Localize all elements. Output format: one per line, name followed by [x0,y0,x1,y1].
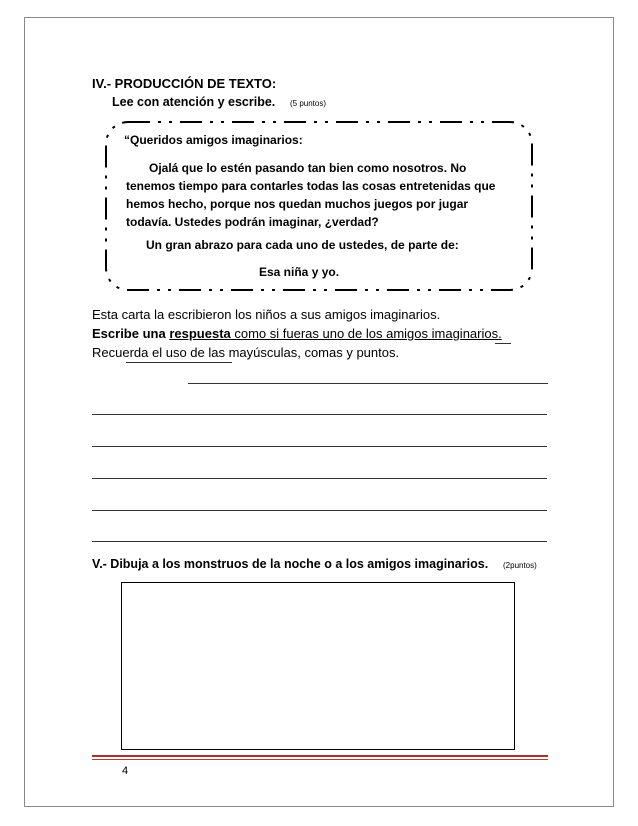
instruction-period: . [271,95,276,109]
section-5-points: (2puntos) [503,561,537,570]
letter-line-1: Ojalá que lo estén pasando tan bien como nosotros. No [149,161,467,175]
section-4-points: (5 puntos) [290,99,327,108]
letter-line-2: tenemos tiempo para contarles todas las cosas entretenidas que [126,179,496,193]
drawing-box[interactable] [121,582,515,750]
writing-line[interactable] [92,446,547,447]
section-4-instruction [112,95,275,109]
letter-greeting: “Queridos amigos imaginarios: [124,133,303,147]
writing-line[interactable] [92,478,547,479]
prompt-underline-3 [126,362,232,363]
section-4-title: IV.- PRODUCCIÓN DE TEXTO: [92,76,277,91]
page-number: 4 [122,765,129,777]
prompt-rest: como si fueras uno de los amigos imaginarios. [230,326,502,341]
instruction-text: Lee con atención y escribe [112,95,272,109]
writing-line[interactable] [92,510,547,511]
prompt-underline-tail [495,343,511,344]
letter-closing: Un gran abrazo para cada uno de ustedes, de parte de: [146,238,459,252]
letter-box [104,120,534,292]
letter-line-4: todavía. Ustedes podrán imaginar, ¿verdad? [126,215,379,229]
writing-line[interactable] [188,383,548,384]
section-5-title: V.- Dibuja a los monstruos de la noche o a los amigos imaginarios. [92,557,489,571]
footer-rule [92,755,548,757]
letter-line-3: hemos hecho, porque nos quedan muchos juegos por jugar [126,197,469,211]
prompt-line-2 [92,326,502,341]
writing-line[interactable] [92,541,547,542]
prompt-line-1: Esta carta la escribieron los niños a sus amigos imaginarios. [92,307,441,322]
prompt-bold-b: respuesta [169,326,231,341]
letter-signature: Esa niña y yo. [259,265,340,279]
prompt-line-3: Recuerda el uso de las mayúsculas, comas y puntos. [92,345,400,360]
footer-rule-thin [92,759,548,760]
prompt-bold-a: Escribe una [92,326,166,341]
writing-line[interactable] [92,414,547,415]
